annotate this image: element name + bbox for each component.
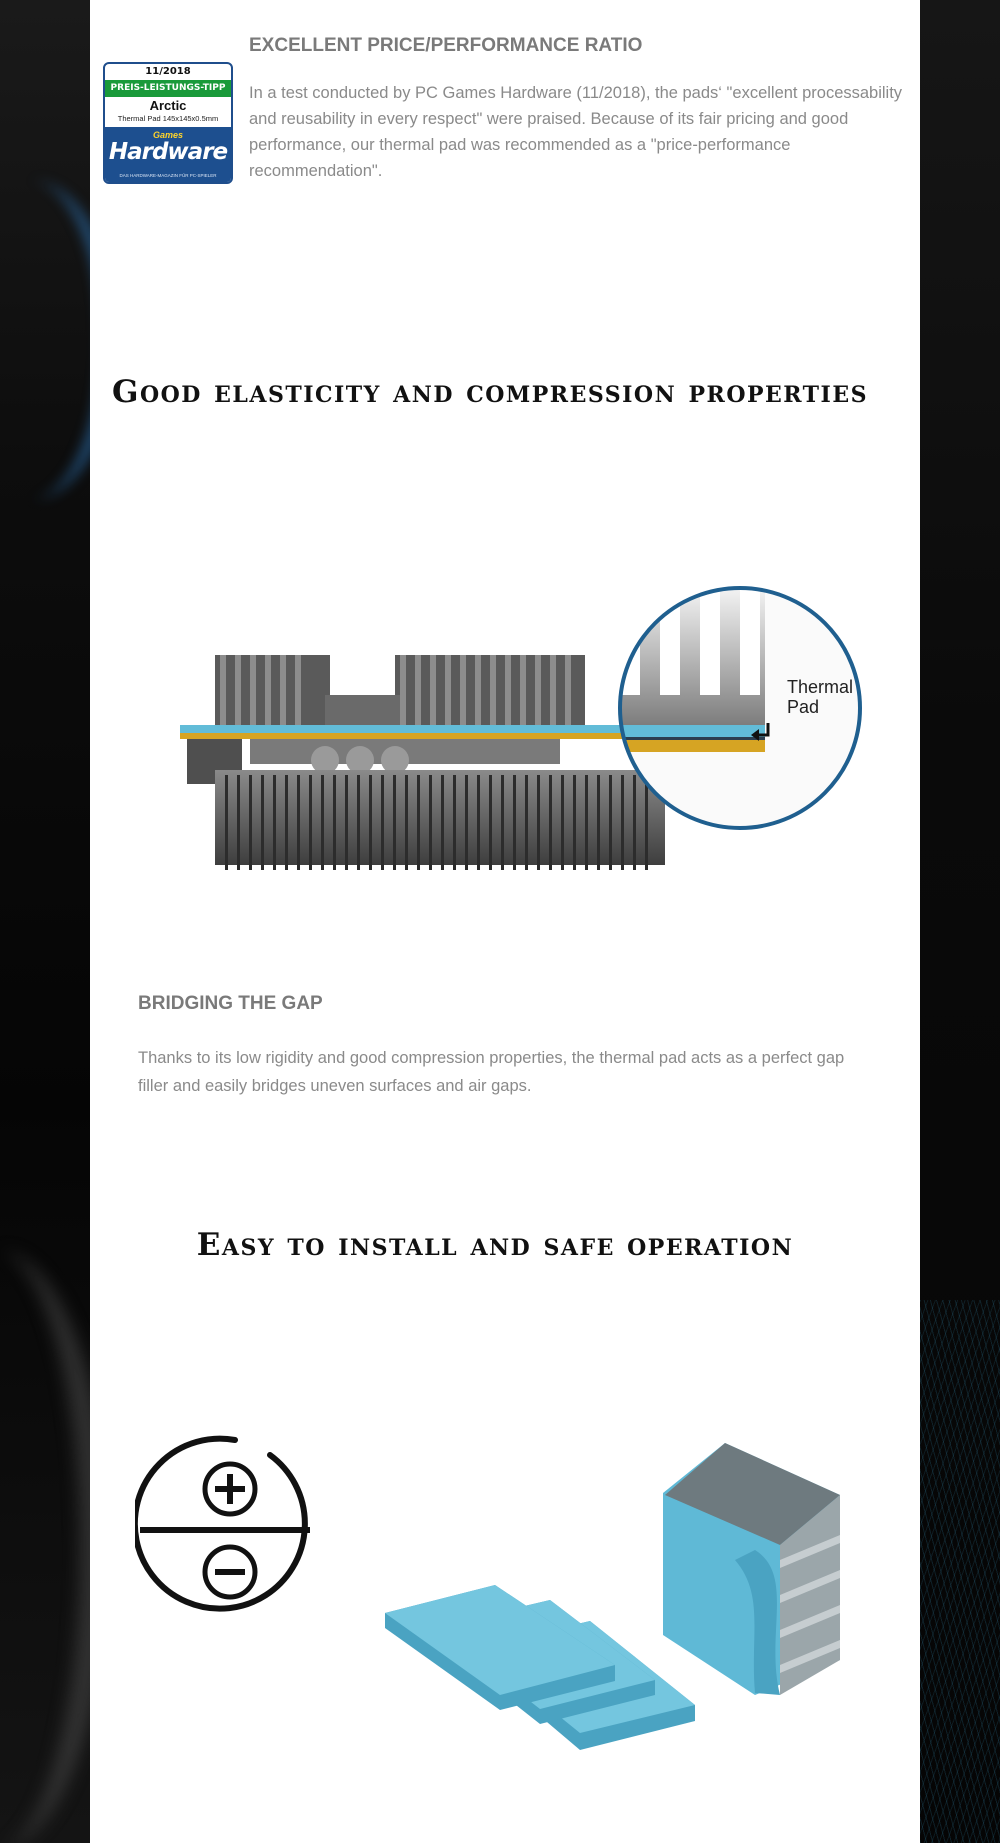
install-title: Easy to install and safe operation [196, 1227, 794, 1263]
badge-magazine-tagline: DAS HARDWARE-MAGAZIN FÜR PC-SPIELER [119, 173, 217, 178]
heatsink-with-pad [663, 1443, 840, 1695]
lower-heatsink [215, 770, 665, 870]
pcb-board [180, 733, 660, 739]
background-right [920, 0, 1000, 1843]
thermal-pad-zoom [615, 585, 860, 828]
background-mesh [920, 1300, 1000, 1843]
thermal-label-line1: Thermal [787, 677, 854, 697]
gap-body: Thanks to its low rigidity and good compression properties, the thermal pad acts as a perfect gap filler and easily bridges uneven surfaces and air gaps. [138, 1049, 845, 1095]
badge-magazine-logo [105, 127, 231, 182]
price-body: In a test conducted by PC Games Hardware (11/2018), the pads‘ "excellent processability and reusability in every respect" were praised. Because of its fair pricing and good performance, our thermal pad was recommended as a "price-performance recommendation". [249, 84, 903, 180]
content-column [90, 0, 920, 1843]
thermal-pads-product-image [325, 1435, 885, 1785]
graphics-card-diagram [175, 545, 885, 880]
badge-magazine-name: Hardware [108, 139, 228, 165]
thermal-label-line2: Pad [787, 697, 820, 717]
price-heading: EXCELLENT PRICE/PERFORMANCE RATIO [249, 35, 643, 56]
award-badge [103, 62, 233, 184]
thermal-pad-layer [180, 725, 660, 733]
background-left [0, 0, 90, 1843]
upper-heatsink [215, 655, 585, 725]
elasticity-title: Good elasticity and compression properties [111, 374, 869, 410]
electrically-insulating-icon [135, 1435, 315, 1620]
badge-brand: Arctic [149, 98, 187, 113]
badge-tip: PREIS-LEISTUNGS-TIPP [105, 80, 231, 97]
badge-magazine-prefix: Games [153, 130, 184, 140]
background-swoosh [0, 180, 90, 500]
background-swoosh [0, 1250, 90, 1843]
badge-date: 11/2018 [145, 66, 191, 77]
gap-heading: BRIDGING THE GAP [138, 993, 323, 1014]
thermal-pad-stack [385, 1585, 695, 1750]
badge-product: Thermal Pad 145x145x0.5mm [117, 114, 219, 123]
